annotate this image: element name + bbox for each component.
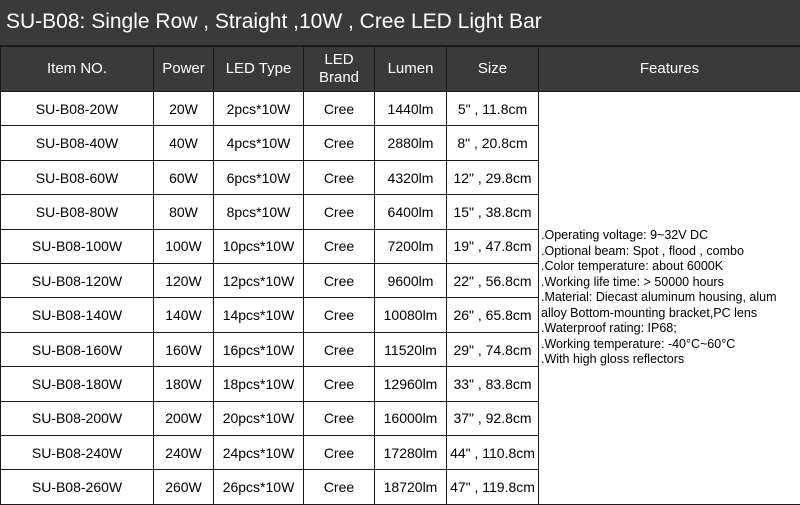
cell-size: 8" , 20.8cm bbox=[447, 126, 539, 160]
cell-lumen: 7200lm bbox=[375, 229, 447, 263]
cell-power: 120W bbox=[154, 264, 214, 298]
cell-power: 140W bbox=[154, 298, 214, 332]
cell-lumen: 1440lm bbox=[375, 92, 447, 126]
feature-line: .Working temperature: -40°C~60°C bbox=[541, 336, 736, 351]
cell-power: 240W bbox=[154, 436, 214, 470]
cell-size: 44" , 110.8cm bbox=[447, 436, 539, 470]
cell-size: 12" , 29.8cm bbox=[447, 160, 539, 194]
cell-led-type: 14pcs*10W bbox=[214, 298, 304, 332]
cell-item-no: SU-B08-160W bbox=[1, 332, 154, 366]
cell-item-no: SU-B08-100W bbox=[1, 229, 154, 263]
feature-line: .Waterproof rating: IP68; bbox=[541, 321, 677, 336]
cell-item-no: SU-B08-180W bbox=[1, 367, 154, 401]
cell-size: 22" , 56.8cm bbox=[447, 264, 539, 298]
header-power: Power bbox=[154, 47, 214, 92]
feature-line: .Color temperature: about 6000K bbox=[541, 259, 724, 274]
cell-item-no: SU-B08-140W bbox=[1, 298, 154, 332]
cell-power: 20W bbox=[154, 92, 214, 126]
cell-item-no: SU-B08-240W bbox=[1, 436, 154, 470]
cell-item-no: SU-B08-120W bbox=[1, 264, 154, 298]
cell-item-no: SU-B08-60W bbox=[1, 160, 154, 194]
cell-led-brand: Cree bbox=[304, 160, 375, 194]
cell-size: 47" , 119.8cm bbox=[447, 470, 539, 505]
cell-power: 60W bbox=[154, 160, 214, 194]
feature-line: .Material: Diecast aluminum housing, alum bbox=[541, 290, 777, 305]
cell-led-brand: Cree bbox=[304, 195, 375, 229]
feature-line: alloy Bottom-mounting bracket,PC lens bbox=[541, 305, 758, 320]
cell-led-type: 18pcs*10W bbox=[214, 367, 304, 401]
cell-lumen: 18720lm bbox=[375, 470, 447, 505]
feature-line: .Optional beam: Spot , flood , combo bbox=[541, 243, 744, 258]
cell-power: 260W bbox=[154, 470, 214, 505]
header-item-no: Item NO. bbox=[1, 47, 154, 92]
cell-led-type: 12pcs*10W bbox=[214, 264, 304, 298]
spec-table-body bbox=[1, 92, 800, 505]
features-cell bbox=[539, 92, 800, 505]
cell-size: 33" , 83.8cm bbox=[447, 367, 539, 401]
cell-led-type: 6pcs*10W bbox=[214, 160, 304, 194]
cell-led-brand: Cree bbox=[304, 298, 375, 332]
cell-size: 19" , 47.8cm bbox=[447, 229, 539, 263]
cell-led-type: 20pcs*10W bbox=[214, 401, 304, 435]
cell-lumen: 2880lm bbox=[375, 126, 447, 160]
header-led-brand: LED Brand bbox=[304, 47, 375, 92]
cell-lumen: 16000lm bbox=[375, 401, 447, 435]
cell-size: 37" , 92.8cm bbox=[447, 401, 539, 435]
cell-led-type: 4pcs*10W bbox=[214, 126, 304, 160]
table-row bbox=[1, 92, 800, 126]
cell-led-brand: Cree bbox=[304, 264, 375, 298]
header-led-type: LED Type bbox=[214, 47, 304, 92]
header-features: Features bbox=[539, 47, 800, 92]
feature-line: .With high gloss reflectors bbox=[541, 352, 685, 367]
cell-item-no: SU-B08-80W bbox=[1, 195, 154, 229]
cell-led-brand: Cree bbox=[304, 470, 375, 505]
cell-size: 15" , 38.8cm bbox=[447, 195, 539, 229]
cell-led-type: 2pcs*10W bbox=[214, 92, 304, 126]
cell-power: 200W bbox=[154, 401, 214, 435]
header-row bbox=[1, 47, 800, 92]
feature-line: .Operating voltage: 9~32V DC bbox=[541, 228, 709, 243]
cell-lumen: 4320lm bbox=[375, 160, 447, 194]
cell-led-brand: Cree bbox=[304, 436, 375, 470]
cell-led-type: 26pcs*10W bbox=[214, 470, 304, 505]
header-size: Size bbox=[447, 47, 539, 92]
cell-lumen: 12960lm bbox=[375, 367, 447, 401]
cell-power: 40W bbox=[154, 126, 214, 160]
cell-led-brand: Cree bbox=[304, 401, 375, 435]
spec-table bbox=[0, 46, 800, 505]
cell-size: 26" , 65.8cm bbox=[447, 298, 539, 332]
cell-lumen: 6400lm bbox=[375, 195, 447, 229]
cell-item-no: SU-B08-20W bbox=[1, 92, 154, 126]
cell-led-brand: Cree bbox=[304, 229, 375, 263]
cell-lumen: 10080lm bbox=[375, 298, 447, 332]
feature-line: .Working life time: > 50000 hours bbox=[541, 274, 724, 289]
cell-item-no: SU-B08-200W bbox=[1, 401, 154, 435]
cell-size: 5" , 11.8cm bbox=[447, 92, 539, 126]
cell-power: 180W bbox=[154, 367, 214, 401]
cell-led-brand: Cree bbox=[304, 332, 375, 366]
cell-led-brand: Cree bbox=[304, 126, 375, 160]
header-lumen: Lumen bbox=[375, 47, 447, 92]
cell-power: 80W bbox=[154, 195, 214, 229]
cell-size: 29" , 74.8cm bbox=[447, 332, 539, 366]
cell-power: 100W bbox=[154, 229, 214, 263]
cell-item-no: SU-B08-40W bbox=[1, 126, 154, 160]
cell-led-type: 10pcs*10W bbox=[214, 229, 304, 263]
cell-lumen: 17280lm bbox=[375, 436, 447, 470]
page-title: SU-B08: Single Row , Straight ,10W , Cree LED Light Bar bbox=[0, 0, 800, 46]
cell-led-brand: Cree bbox=[304, 92, 375, 126]
cell-led-brand: Cree bbox=[304, 367, 375, 401]
cell-lumen: 11520lm bbox=[375, 332, 447, 366]
cell-led-type: 8pcs*10W bbox=[214, 195, 304, 229]
cell-led-type: 16pcs*10W bbox=[214, 332, 304, 366]
cell-item-no: SU-B08-260W bbox=[1, 470, 154, 505]
cell-lumen: 9600lm bbox=[375, 264, 447, 298]
cell-power: 160W bbox=[154, 332, 214, 366]
cell-led-type: 24pcs*10W bbox=[214, 436, 304, 470]
